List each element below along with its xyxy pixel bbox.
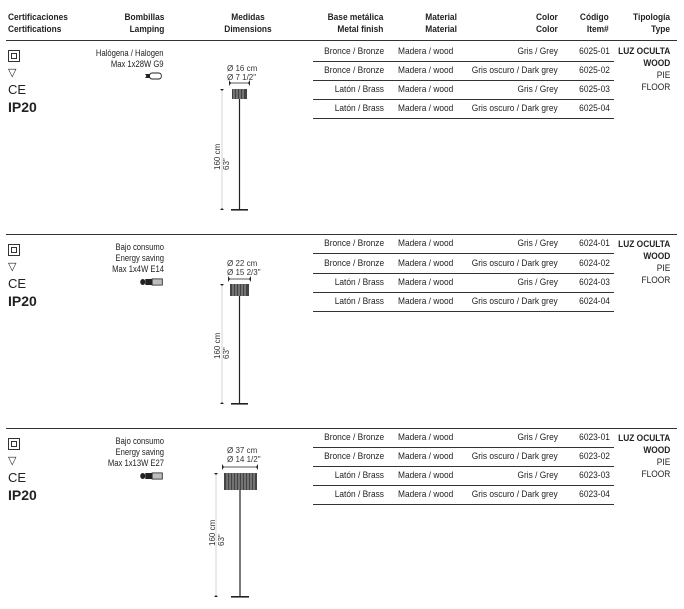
certification-block (8, 244, 38, 309)
ip-rating: IP20 (8, 293, 37, 309)
header-lamping: Bombillas Lamping (124, 12, 164, 35)
diameter-label: Ø 22 cm Ø 15 2/3" (227, 259, 261, 277)
height-label: 160 cm 63" (213, 332, 231, 359)
table-row: Latón / Brass Madera / wood Gris oscuro / Dark grey 6023-04 (313, 485, 614, 505)
table-row: Bronce / Bronze Madera / wood Gris oscuro / Dark grey 6023-02 (313, 447, 614, 467)
lamping-info: Bajo consumo Energy saving Max 1x13W E27 (108, 436, 164, 484)
header-dimensions: Medidas Dimensions (224, 12, 272, 35)
header-code: Código Item# (580, 12, 609, 35)
e14-bulb-icon (139, 277, 165, 290)
g9-bulb-icon (145, 72, 164, 83)
product-section-6025 (0, 40, 684, 230)
diameter-label: Ø 16 cm Ø 7 1/2" (227, 64, 258, 82)
table-row: Bronce / Bronze Madera / wood Gris / Grey 6023-01 (313, 428, 614, 448)
typology: LUZ OCULTA WOOD PIE FLOOR (617, 433, 670, 480)
header-metal-finish: Base metálica Metal finish (327, 12, 383, 35)
header-certifications: Certificaciones Certifications (8, 12, 68, 35)
header-material: Material Material (425, 12, 457, 35)
typology: LUZ OCULTA WOOD PIE FLOOR (617, 239, 670, 286)
table-row: Latón / Brass Madera / wood Gris oscuro / Dark grey 6024-04 (313, 292, 614, 312)
table-row: Bronce / Bronze Madera / wood Gris oscuro / Dark grey 6024-02 (313, 254, 614, 274)
height-label: 160 cm 63" (208, 519, 226, 546)
typology: LUZ OCULTA WOOD PIE FLOOR (617, 46, 670, 93)
product-section-6023 (0, 428, 684, 609)
class-ii-icon (8, 50, 20, 62)
ce-mark: CE (8, 82, 27, 97)
f-mark-icon: ▽ (8, 455, 17, 467)
certification-block (8, 50, 38, 115)
diameter-label: Ø 37 cm Ø 14 1/2" (227, 446, 261, 464)
lamping-info: Bajo consumo Energy saving Max 1x4W E14 (112, 242, 164, 290)
f-mark-icon: ▽ (8, 67, 17, 79)
table-row: Bronce / Bronze Madera / wood Gris / Grey 6024-01 (313, 234, 614, 254)
height-label: 160 cm 63" (213, 143, 231, 170)
product-section-6024 (0, 234, 684, 424)
ce-mark: CE (8, 470, 27, 485)
table-row: Latón / Brass Madera / wood Gris oscuro / Dark grey 6025-04 (313, 99, 614, 119)
ip-rating: IP20 (8, 487, 37, 503)
f-mark-icon: ▽ (8, 261, 17, 273)
table-row: Bronce / Bronze Madera / wood Gris oscuro / Dark grey 6025-02 (313, 61, 614, 81)
class-ii-icon (8, 438, 20, 450)
class-ii-icon (8, 244, 20, 256)
certification-block (8, 438, 38, 503)
table-row: Latón / Brass Madera / wood Gris / Grey 6025-03 (313, 80, 614, 100)
lamping-info: Halógena / Halogen Max 1x28W G9 (96, 48, 164, 83)
ip-rating: IP20 (8, 99, 37, 115)
table-row: Bronce / Bronze Madera / wood Gris / Grey 6025-01 (313, 42, 614, 62)
table-row: Latón / Brass Madera / wood Gris / Grey 6024-03 (313, 273, 614, 293)
header-type: Tipología Type (632, 12, 670, 35)
ce-mark: CE (8, 276, 27, 291)
e27-bulb-icon (139, 471, 165, 484)
table-row: Latón / Brass Madera / wood Gris / Grey 6023-03 (313, 466, 614, 486)
header-color: Color Color (536, 12, 558, 35)
